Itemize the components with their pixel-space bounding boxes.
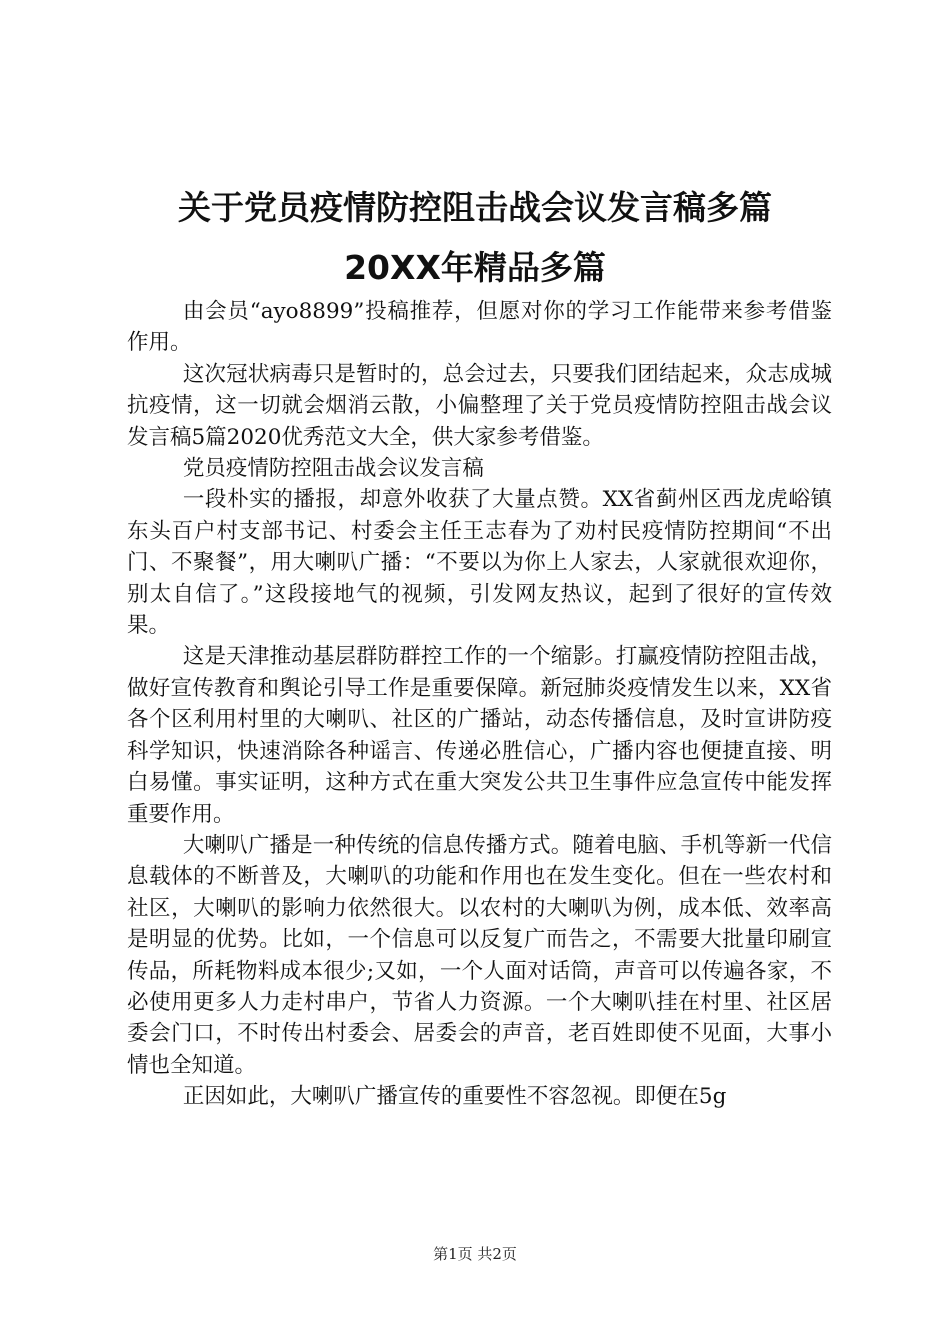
document-title-line-1: 关于党员疫情防控阻击战会议发言稿多篇 (178, 188, 772, 227)
section-heading: 党员疫情防控阻击战会议发言稿 (182, 456, 484, 482)
paragraph: 正因如此，大喇叭广播宣传的重要性不容忽视。即便在5g (182, 1084, 727, 1110)
paragraph: 这次冠状病毒只是暂时的，总会过去，只要我们团结起来，众志成城抗疫情，这一切就会烟消云散，小偏整理了关于党员疫情防控阻击战会议发言稿5篇2020优秀范文大全，供大家参考借鉴。 (127, 361, 832, 450)
paragraph: 一段朴实的播报，却意外收获了大量点赞。XX省蓟州区西龙虎峪镇东头百户村支部书记、村委会主任王志春为了劝村民疫情防控期间“不出门、不聚餐”，用大喇叭广播：“不要以为你上人家去，人家就很欢迎你，别太自信了。”这段接地气的视频，引发网友热议，起到了很好的宣传效果。 (127, 487, 832, 639)
paragraph: 由会员“ayo8899”投稿推荐，但愿对你的学习工作能带来参考借鉴作用。 (127, 299, 832, 356)
paragraph: 这是天津推动基层群防群控工作的一个缩影。打赢疫情防控阻击战，做好宣传教育和舆论引导工作是重要保障。新冠肺炎疫情发生以来，XX省各个区利用村里的大喇叭、社区的广播站，动态传播信息，及时宣讲防疫科学知识，快速消除各种谣言、传递必胜信心，广播内容也便捷直接、明白易懂。事实证明，这种方式在重大突发公共卫生事件应急宣传中能发挥重要作用。 (127, 644, 832, 827)
document-body (127, 296, 832, 1113)
paragraph: 大喇叭广播是一种传统的信息传播方式。随着电脑、手机等新一代信息载体的不断普及，大喇叭的功能和作用也在发生变化。但在一些农村和社区，大喇叭的影响力依然很大。以农村的大喇叭为例，成本低、效率高是明显的优势。比如，一个信息可以反复广而告之，不需要大批量印刷宣传品，所耗物料成本很少;又如，一个人面对话筒，声音可以传遍各家，不必使用更多人力走村串户，节省人力资源。一个大喇叭挂在村里、社区居委会门口，不时传出村委会、居委会的声音，老百姓即使不见面，大事小情也全知道。 (127, 832, 832, 1078)
page-number-footer: 第1页 共2页 (433, 1245, 517, 1263)
document-title-line-2: 20XX年精品多篇 (344, 248, 606, 287)
